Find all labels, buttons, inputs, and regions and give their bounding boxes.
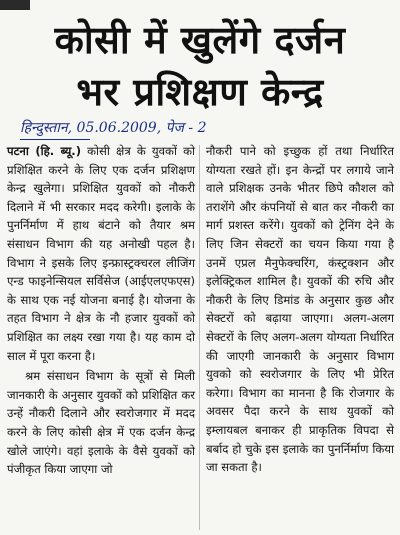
headline-line-1: कोसी में खुलेंगे दर्जन xyxy=(54,18,346,62)
article-paragraph-3: नौकरी पाने को इच्छुक हों तथा निर्धारित योग्यता रखते हों। इन केन्द्रों पर लगाये जाने वाले प्रशिक्षक उनके भीतर छिपे कौशल को तराशेंगे और कंपनियों से बात कर नौकरी का मार्ग प्रशस्त करेंगे। युवकों को ट्रेनिंग देने के लिए जिन सेक्टरों का चयन किया गया है उनमें एप्रल मैनुफेक्चरिंग, कंस्ट्रक्शन और इलेक्ट्रिकल शामिल है। युवकों की रुचि और नौकरी के लिए डिमांड के अनुसार कुछ और सेक्टरों को बढ़ाया जाएगा। अलग-अलग सेक्टरों के लिए अलग-अलग योग्यता निर्धारित की जाएगी जानकारी के अनुसार विभाग युवको को स्वरोजगार के लिए भी प्रेरित करेगा। विभाग का मानना है कि रोजगार के अवसर पैदा करने के साथ युवकों को इम्लायबल बनाकर ही प्राकृतिक विपदा से बर्बाद हो चुके इस इलाके का पुनर्निर्माण किया जा सकता है। xyxy=(206,144,394,475)
article-paragraph-1 xyxy=(7,142,195,365)
handwritten-source-note xyxy=(20,118,380,140)
article-paragraph-2: श्रम संसाधन विभाग के सूत्रों से मिली जानकारी के अनुसार युवकों को प्रशिक्षित कर उन्हें नौकरी दिलाने और स्वरोजगार में मदद करने के लिए कोसी क्षेत्र में एक दर्जन केन्द्र खोले जाएंगे। वहां इलाके के वैसे युवकों को पंजीकृत किया जाएगा जो xyxy=(7,369,195,477)
column-divider xyxy=(199,145,200,530)
note-underline xyxy=(20,139,90,140)
article-column-left xyxy=(7,142,195,479)
corner-mark xyxy=(0,0,30,10)
paragraph-1-text: कोसी क्षेत्र के युवकों को प्रशिक्षित करने के लिए एक दर्जन प्रशिक्षण केन्द्र खुलेगा। प्रशिक्षित युवकों को नौकरी दिलाने में भी सरकार मदद करेगी। इलाके के पुनर्निर्माण में हाथ बंटाने को तैयार श्रम संसाधन विभाग की यह अनोखी पहल है। विभाग ने इसके लिए इन्फ्रास्ट्रक्चरल लीजिंग एन्ड फाइनेन्सियल सर्विसेज (आईएलएफएस) के साथ एक नई योजना बनाई है। योजना के तहत विभाग ने क्षेत्र के नौ हजार युवकों को प्रशिक्षित का लक्ष्य रखा गया है। यह काम दो साल में पूरा करना है। xyxy=(7,144,195,363)
article-column-right xyxy=(206,142,394,477)
handwritten-note-text: हिन्दुस्तान, 05.06.2009, पेज - 2 xyxy=(20,120,207,136)
headline-line-2: भर प्रशिक्षण केन्द्र xyxy=(76,70,324,114)
headline xyxy=(0,14,400,118)
dateline: पटना (हि. ब्यू.) xyxy=(7,144,81,158)
